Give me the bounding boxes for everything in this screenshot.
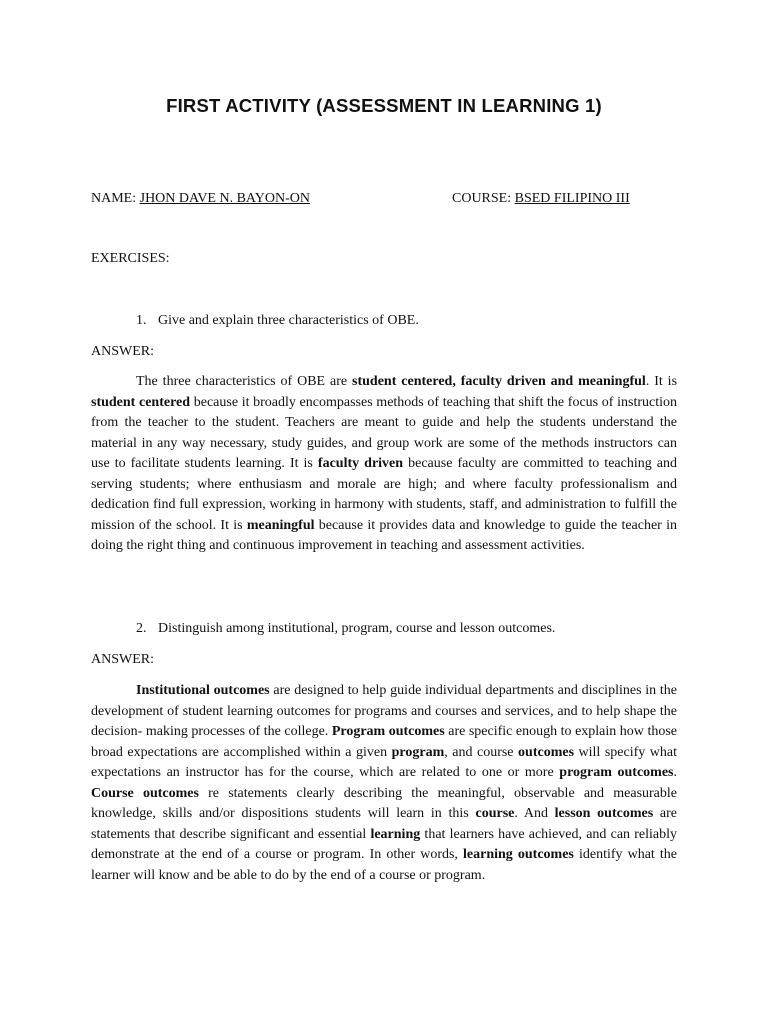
text-run: are statements that describe significant and essential: [91, 806, 677, 842]
text-run: .: [673, 765, 678, 780]
name-line: [91, 191, 310, 207]
bold-term: student centered: [91, 394, 191, 410]
course-line: [452, 191, 630, 207]
question-text: Give and explain three characteristics of OBE.: [158, 313, 419, 328]
name-value: JHON DAVE N. BAYON-ON: [139, 191, 310, 206]
bold-term: program: [391, 744, 445, 760]
bold-term: Course outcomes: [91, 785, 199, 801]
answer-paragraph: [91, 372, 677, 557]
course-label: COURSE:: [452, 191, 515, 206]
answer-paragraph: [91, 681, 677, 886]
question-text: Distinguish among institutional, program, course and lesson outcomes.: [158, 621, 556, 636]
bold-term: faculty driven: [317, 456, 404, 471]
bold-term: student centered, faculty driven and meaningful: [352, 374, 646, 389]
text-run: re statements clearly describing the meaningful, observable and measurable knowledge, skills and/or dispositions students will learn in this: [91, 785, 677, 821]
bold-term: meaningful: [246, 517, 315, 533]
exercises-label: EXERCISES:: [91, 251, 170, 266]
bold-term: program outcomes: [559, 765, 674, 780]
text-run: because it provides data and knowledge to guide the teacher in doing the right thing and continuous improvement in teaching and assessment activities.: [91, 517, 677, 553]
document-title: FIRST ACTIVITY (ASSESSMENT IN LEARNING 1): [166, 95, 602, 116]
bold-term: lesson outcomes: [554, 806, 654, 821]
name-label: NAME:: [91, 191, 140, 206]
text-run: The three characteristics of OBE are: [136, 374, 353, 389]
text-run: will specify what expectations an instructor has for the course, which are related to one or more: [91, 744, 677, 780]
bold-term: course: [475, 806, 515, 821]
text-run: are specific enough to explain how those broad expectations are accomplished within a given: [91, 724, 678, 760]
course-value: BSED FILIPINO III: [514, 191, 630, 206]
question-number: 2.: [136, 621, 147, 636]
bold-term: Institutional outcomes: [136, 683, 270, 698]
answer-text: [91, 372, 677, 557]
bold-term: outcomes: [518, 744, 575, 760]
bold-term: Program outcomes: [331, 724, 445, 739]
bold-term: learning outcomes: [463, 847, 574, 862]
text-run: that learners have achieved, and can reliably demonstrate at the end of a course or program. In other words,: [91, 826, 678, 862]
answer-label: ANSWER:: [91, 652, 154, 667]
question-number: 1.: [136, 313, 147, 328]
text-run: because it broadly encompasses methods of teaching that shift the focus of instruction from the teacher to the student. Teachers are meant to guide and help the students understand the material in any way necessary, study guides, and group work are some of the methods instructors can use to facilitate students learning. It is: [91, 394, 677, 471]
text-run: . It is: [645, 374, 678, 389]
bold-term: learning: [370, 826, 421, 842]
text-run: are designed to help guide individual departments and disciplines in the development of student learning outcomes for programs and courses and services, and to help shape the decision- making processes of the college.: [91, 683, 677, 739]
text-run: identify what the learner will know and be able to do by the end of a course or program.: [91, 847, 677, 883]
text-run: because faculty are committed to teaching and serving students; where enthusiasm and morale are high; and where faculty professionalism and dedication find full expression, working in harmony with students, staff, and administration to fulfill the mission of the school. It is: [91, 456, 677, 533]
text-run: , and course: [444, 744, 519, 760]
answer-text: [91, 681, 677, 886]
answer-label: ANSWER:: [91, 344, 154, 359]
text-run: . And: [514, 806, 555, 821]
